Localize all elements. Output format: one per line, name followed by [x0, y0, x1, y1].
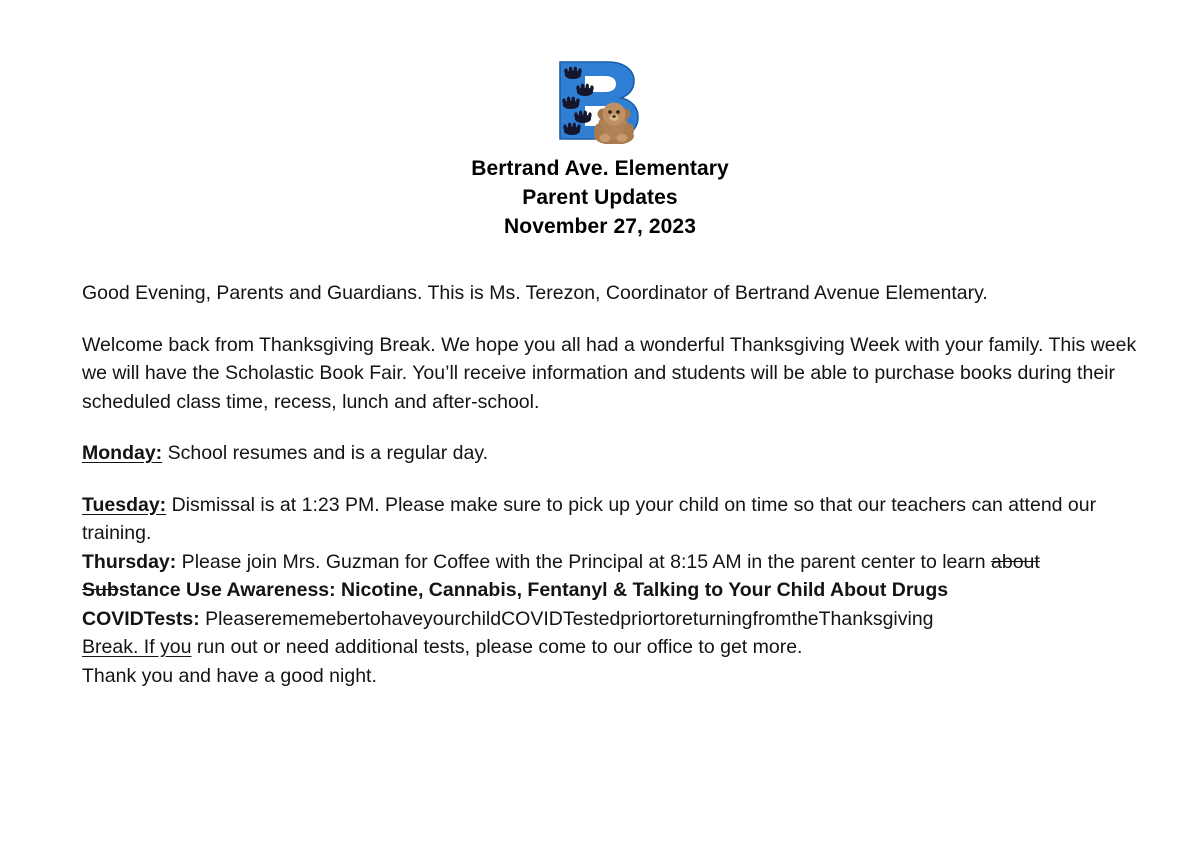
logo-container [0, 0, 1200, 144]
covid-tests-label: COVIDTests: [82, 607, 200, 630]
monday-label: Monday: [82, 442, 163, 464]
monday-paragraph [82, 439, 1142, 468]
closing-paragraph: Thank you and have a good night. [82, 664, 377, 687]
covid-tests-runon-text: PleaserememebertohaveyourchildCOVIDTestedpriortoreturningfromtheThanksgiving [199, 607, 934, 630]
document-body [0, 241, 1200, 690]
document-header [0, 154, 1200, 241]
bertrand-b-logo [552, 58, 648, 144]
tuesday-text: Dismissal is at 1:23 PM. Please make sure to pick up your child on time so that our teachers can attend our training. [82, 493, 1097, 544]
covid-tests-paragraph [82, 605, 1142, 634]
monday-text: School resumes and is a regular day. [162, 442, 489, 464]
welcome-paragraph: Welcome back from Thanksgiving Break. We hope you all had a wonderful Thanksgiving Week with your family. This week we will have the Scholastic Book Fair. You’ll receive information and students will be able to purchase books during their scheduled class time, recess, lunch and after-school. [82, 333, 1137, 413]
tuesday-label: Tuesday: [82, 493, 167, 516]
break-remainder-text: run out or need additional tests, please come to our office to get more. [191, 636, 803, 658]
tuesday-paragraph [82, 491, 1142, 548]
thursday-text: Please join Mrs. Guzman for Coffee with the Principal at 8:15 AM in the parent center to learn [176, 550, 991, 573]
greeting-paragraph: Good Evening, Parents and Guardians. This is Ms. Terezon, Coordinator of Bertrand Avenue Elementary. [82, 282, 988, 304]
substance-awareness-topic: stance Use Awareness: Nicotine, Cannabis, Fentanyl & Talking to Your Child About Drugs [118, 579, 949, 601]
document-subtitle: Parent Updates [522, 186, 678, 209]
school-name: Bertrand Ave. Elementary [471, 157, 729, 180]
thursday-paragraph [82, 548, 1142, 605]
break-instructions-paragraph [82, 633, 1142, 662]
document-date: November 27, 2023 [504, 215, 696, 238]
struck-word-about: about [991, 550, 1040, 573]
break-underlined-fragment: Break. If you [82, 636, 192, 658]
thursday-label: Thursday: [82, 550, 177, 573]
struck-bold-fragment: Sub [82, 579, 119, 601]
